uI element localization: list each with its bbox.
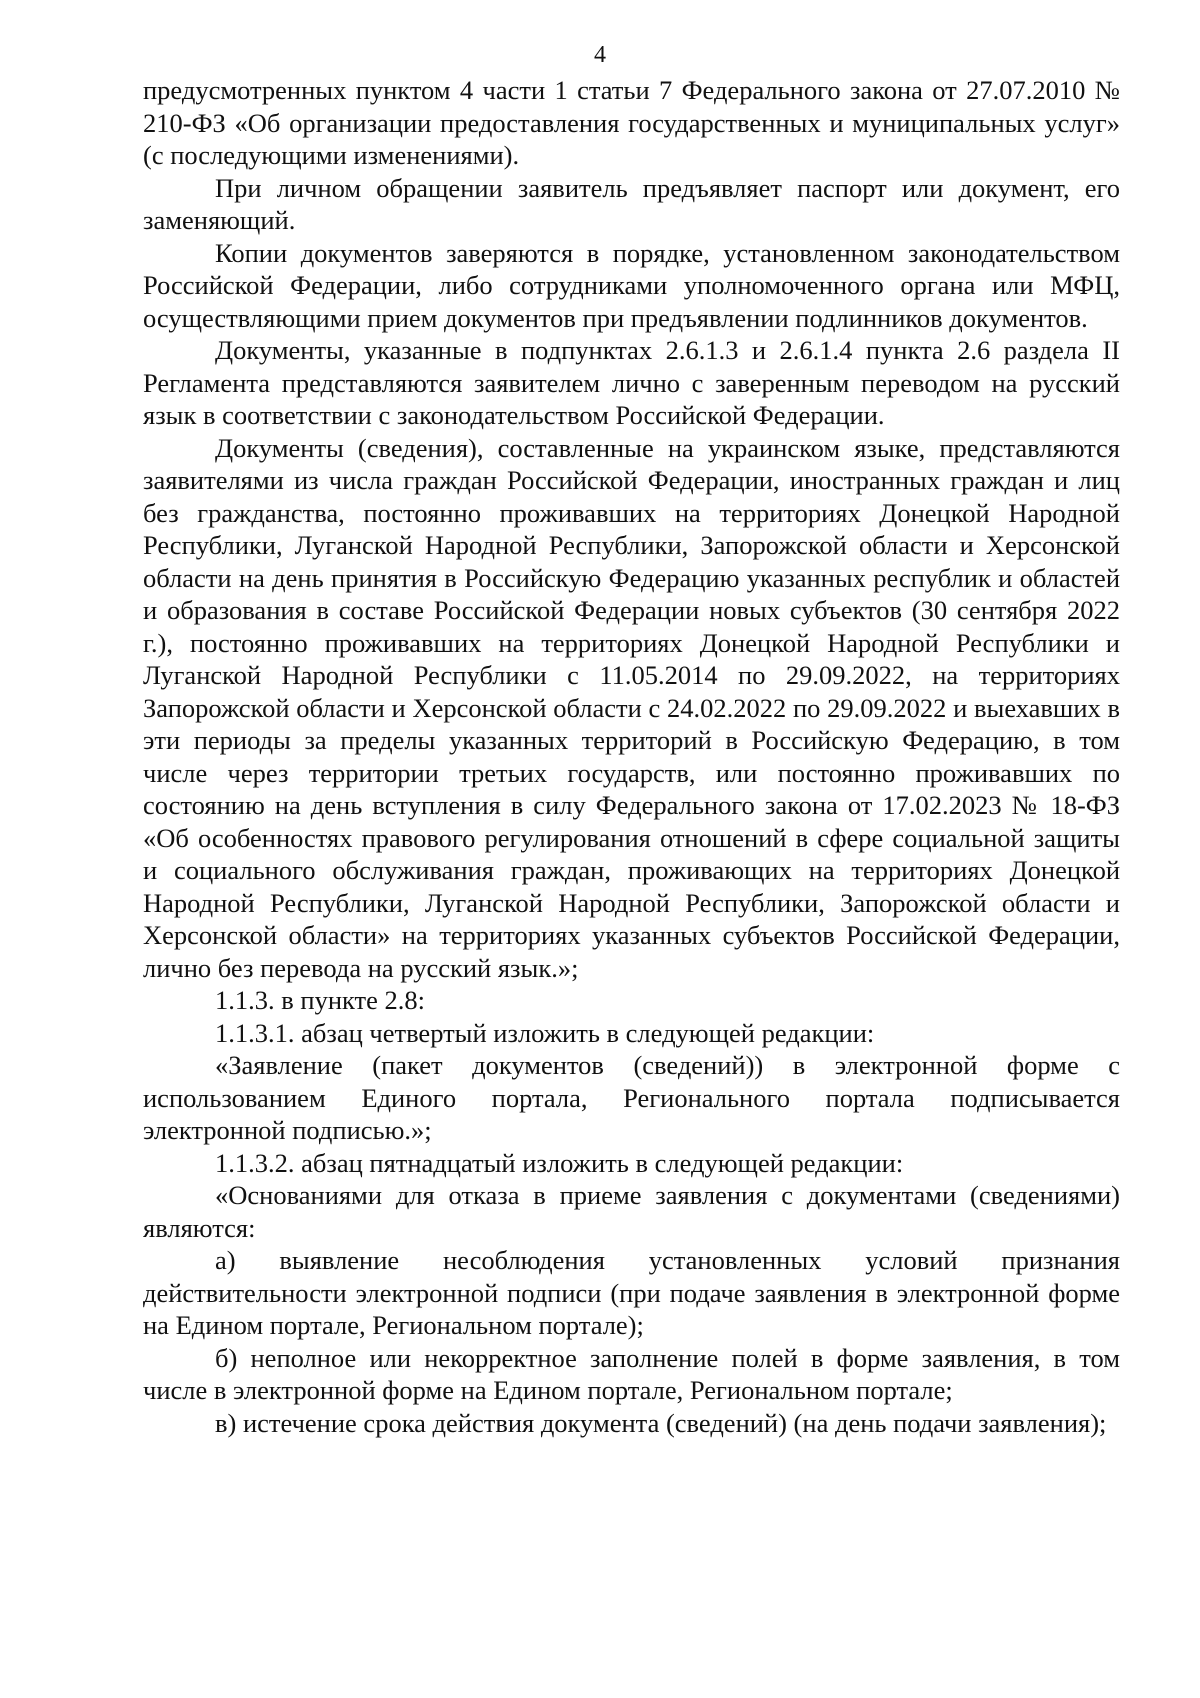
paragraph: предусмотренных пунктом 4 части 1 статьи 7 Федерального закона от 27.07.2010 № 210-ФЗ «Об организации предоставления государственных и муниципальных услуг» (с последующими изменениями). bbox=[143, 75, 1120, 170]
paragraph: «Основаниями для отказа в приеме заявления с документами (сведениями) являются: bbox=[143, 1180, 1120, 1243]
paragraph: б) неполное или некорректное заполнение полей в форме заявления, в том числе в электронной форме на Едином портале, Региональном портале; bbox=[143, 1342, 1120, 1405]
paragraph: «Заявление (пакет документов (сведений)) в электронной форме с использованием Единого портала, Регионального портала подписывается электронной подписью.»; bbox=[143, 1050, 1120, 1145]
paragraph: а) выявление несоблюдения установленных условий признания действительности электронной подписи (при подаче заявления в электронной форме на Едином портале, Региональном портале); bbox=[143, 1245, 1120, 1340]
page-number: 4 bbox=[594, 42, 606, 68]
paragraph: Копии документов заверяются в порядке, установленном законодательством Российской Федерации, либо сотрудниками уполномоченного органа или МФЦ, осуществляющими прием документов при предъявлении подлинников документов. bbox=[143, 237, 1120, 333]
paragraph: При личном обращении заявитель предъявляет паспорт или документ, его заменяющий. bbox=[143, 172, 1120, 235]
document-body bbox=[143, 74, 1120, 1439]
paragraph: Документы, указанные в подпунктах 2.6.1.3 и 2.6.1.4 пункта 2.6 раздела II Регламента представляются заявителем лично с заверенным переводом на русский язык в соответствии с законодательством Российской Федерации. bbox=[143, 335, 1120, 430]
paragraph: 1.1.3.1. абзац четвертый изложить в следующей редакции: bbox=[215, 1017, 875, 1048]
paragraph: Документы (сведения), составленные на украинском языке, представляются заявителями из числа граждан Российской Федерации, иностранных граждан и лиц без гражданства, постоянно проживавших на территориях Донецкой Народной Республики, Луганской Народной Республики, Запорожской области и Херсонской области на день принятия в Российскую Федерацию указанных республик и областей и образования в составе Российской Федерации новых субъектов (30 сентября 2022 г.), постоянно проживавших на территориях Донецкой Народной Республики и Луганской Народной Республики с 11.05.2014 по 29.09.2022, на территориях Запорожской области и Херсонской области с 24.02.2022 по 29.09.2022 и выехавших в эти периоды за пределы указанных территорий в Российскую Федерацию, в том числе через территории третьих государств, или постоянно проживавших по состоянию на день вступления в силу Федерального закона от 17.02.2023 № 18-ФЗ «Об особенностях правового регулирования отношений в сфере социальной защиты и социального обслуживания граждан, проживающих на территориях Донецкой Народной Республики, Луганской Народной Республики, Запорожской области и Херсонской области» на территориях указанных субъектов Российской Федерации, лично без перевода на русский язык.»; bbox=[143, 432, 1120, 983]
paragraph: в) истечение срока действия документа (сведений) (на день подачи заявления); bbox=[215, 1407, 1107, 1438]
paragraph: 1.1.3. в пункте 2.8: bbox=[215, 985, 425, 1015]
paragraph: 1.1.3.2. абзац пятнадцатый изложить в следующей редакции: bbox=[215, 1147, 904, 1178]
